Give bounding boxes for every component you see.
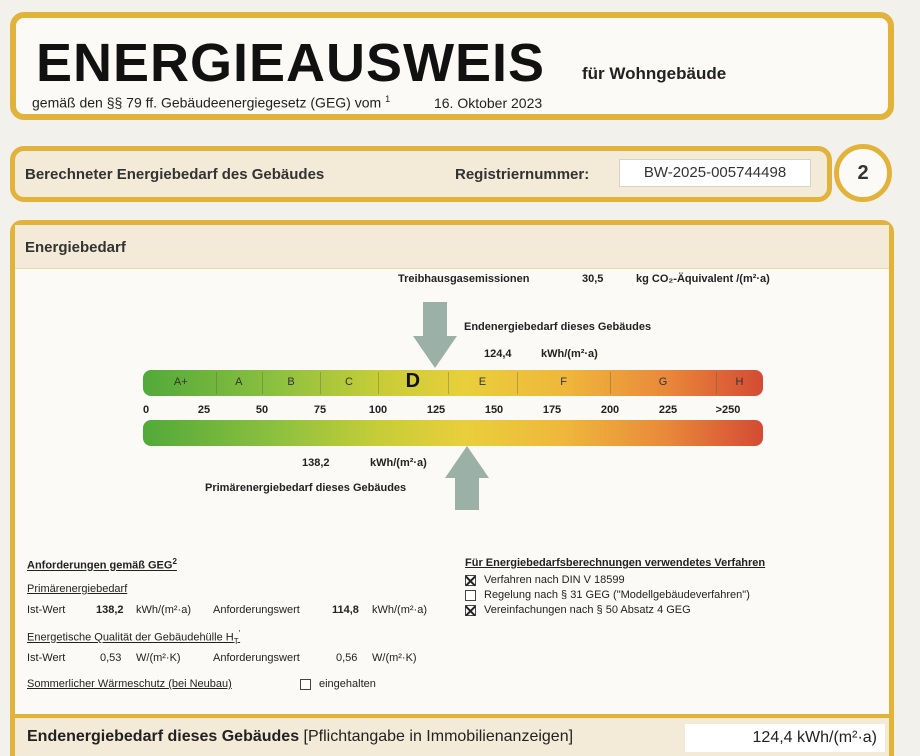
ist2-label: Ist-Wert xyxy=(27,652,66,664)
scale-class-d: D xyxy=(405,370,421,392)
end-energy-arrow-icon xyxy=(413,302,457,368)
scale-tick-label: >250 xyxy=(715,404,741,416)
footer-value: 124,4 kWh/(m²·a) xyxy=(685,724,885,752)
section-label: Berechneter Energiebedarf des Gebäudes xyxy=(25,166,325,183)
requirements-heading: Anforderungen gemäß GEG$^2$ xyxy=(27,557,177,572)
end-energy-unit: kWh/(m²·a) xyxy=(541,348,598,360)
scale-tick-label: 150 xyxy=(484,404,504,416)
registration-bar xyxy=(10,146,832,202)
panel-header xyxy=(15,225,889,269)
scale-class-a: A xyxy=(235,376,243,388)
anf-value: 114,8 xyxy=(332,604,359,616)
scale-class-h: H xyxy=(735,376,744,388)
scale-class-aplus: A+ xyxy=(173,376,188,388)
scale-class-g: G xyxy=(658,376,668,388)
ist-value: 138,2 xyxy=(96,604,124,616)
end-energy-value: 124,4 xyxy=(484,348,512,360)
law-text: gemäß den §§ 79 ff. Gebäudeenergiegesetz (GEG) vom xyxy=(32,94,382,111)
scale-separator xyxy=(448,372,449,394)
scale-tick-label: 200 xyxy=(600,404,620,416)
method-item-simplification: Vereinfachungen nach § 50 Absatz 4 GEG xyxy=(465,604,691,616)
law-date: 16. Oktober 2023 xyxy=(433,94,543,111)
scale-separator xyxy=(262,372,263,394)
scale-tick-label: 0 xyxy=(142,404,150,416)
method-simplification-checkbox[interactable] xyxy=(465,605,476,616)
ist-label: Ist-Wert xyxy=(27,604,66,616)
scale-tick-label: 75 xyxy=(313,404,327,416)
footer-label: Endenergiebedarf dieses Gebäudes [Pflichtangabe in Immobilienanzeigen] xyxy=(27,728,574,745)
method-item-model: Regelung nach § 31 GEG ("Modellgebäudeverfahren") xyxy=(465,589,750,601)
scale-separator xyxy=(517,372,518,394)
scale-tick-label: 25 xyxy=(197,404,211,416)
method-item-din: Verfahren nach DIN V 18599 xyxy=(465,574,625,586)
scale-tick-label: 175 xyxy=(542,404,562,416)
method-model-checkbox[interactable] xyxy=(465,590,476,601)
primary-requirement-heading: Primärenergiebedarf xyxy=(27,583,128,595)
ist-unit: kWh/(m²·a) xyxy=(136,604,191,616)
document-subtitle: für Wohngebäude xyxy=(582,64,727,83)
page-number-badge: 2 xyxy=(834,144,892,202)
ist2-unit: W/(m²·K) xyxy=(136,652,181,664)
anf2-label: Anforderungswert xyxy=(213,652,300,664)
end-energy-label: Endenergiebedarf dieses Gebäudes xyxy=(464,321,652,333)
scale-class-c: C xyxy=(345,376,353,388)
primary-energy-arrow-icon xyxy=(445,446,489,510)
summer-checkbox[interactable] xyxy=(300,679,311,690)
scale-class-b: B xyxy=(287,376,295,388)
summer-protection-heading: Sommerlicher Wärmeschutz (bei Neubau) xyxy=(27,678,232,690)
scale-class-f: F xyxy=(560,376,567,388)
req-footnote-mark: 2 xyxy=(172,557,177,566)
scale-separator xyxy=(216,372,217,394)
registration-number: BW-2025-005744498 xyxy=(619,159,811,187)
scale-separator xyxy=(378,372,379,394)
scale-tick-label: 50 xyxy=(255,404,269,416)
scale-separator xyxy=(320,372,321,394)
method-din-checkbox[interactable] xyxy=(465,575,476,586)
scale-separator xyxy=(610,372,611,394)
scale-tick-label: 225 xyxy=(658,404,678,416)
envelope-heading: Energetische Qualität der Gebäudehülle $H_T'$ xyxy=(27,629,241,646)
efficiency-scale-bottom xyxy=(143,420,763,446)
footer-bar xyxy=(10,714,894,756)
ghg-value: 30,5 xyxy=(582,273,604,285)
registration-label: Registriernummer: xyxy=(455,166,590,183)
law-reference xyxy=(32,94,542,111)
scale-separator xyxy=(716,372,717,394)
scale-class-e: E xyxy=(478,376,487,388)
panel-title: Energiebedarf xyxy=(25,239,126,256)
ghg-unit: kg CO₂-Äquivalent /(m²·a) xyxy=(636,273,770,285)
primary-energy-value: 138,2 xyxy=(302,457,330,469)
scale-tick-label: 100 xyxy=(368,404,388,416)
anf2-unit: W/(m²·K) xyxy=(372,652,417,664)
document-title: ENERGIEAUSWEIS xyxy=(36,33,546,93)
anf-label: Anforderungswert xyxy=(213,604,300,616)
primary-energy-label: Primärenergiebedarf dieses Gebäudes xyxy=(205,482,407,494)
summer-protection-check: eingehalten xyxy=(300,678,376,690)
ghg-label: Treibhausgasemissionen xyxy=(398,273,530,285)
anf-unit: kWh/(m²·a) xyxy=(372,604,427,616)
footer-label-bracket: [Pflichtangabe in Immobilienanzeigen] xyxy=(303,728,574,745)
footnote-mark: 1 xyxy=(385,94,391,104)
certificate-header xyxy=(10,12,894,120)
methods-heading: Für Energiebedarfsberechnungen verwendetes Verfahren xyxy=(465,557,766,569)
ist2-value: 0,53 xyxy=(100,652,122,664)
primary-energy-unit: kWh/(m²·a) xyxy=(370,457,427,469)
anf2-value: 0,56 xyxy=(336,652,358,664)
scale-tick-label: 125 xyxy=(426,404,446,416)
